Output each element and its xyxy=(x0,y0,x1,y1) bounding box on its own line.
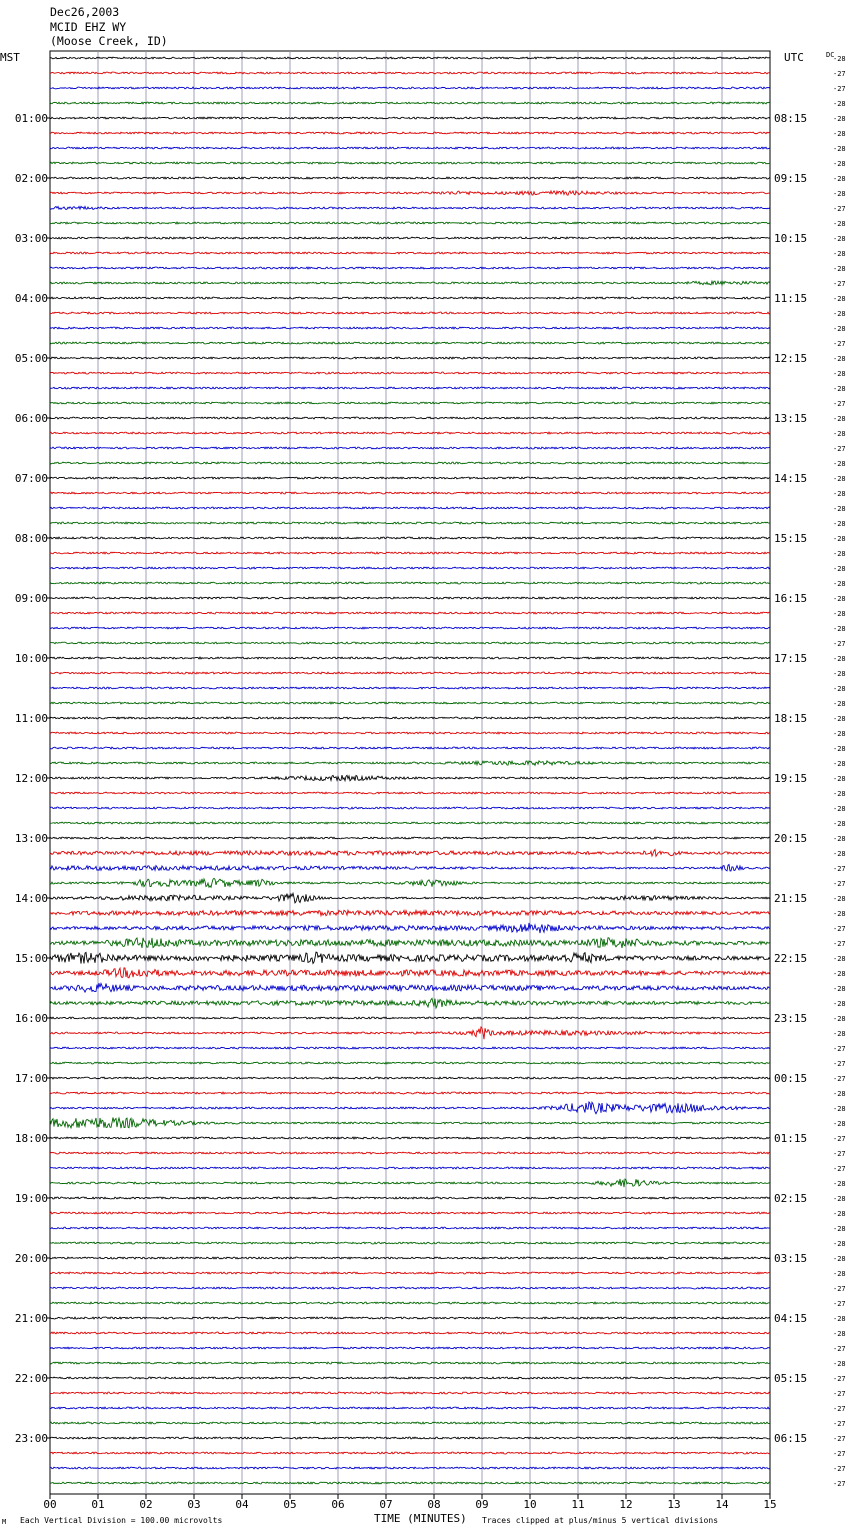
x-tick-label: 15 xyxy=(763,1498,777,1511)
dc-offset-label: -28 xyxy=(833,670,846,678)
utc-hour-label: 13:15 xyxy=(774,412,808,425)
trace-line xyxy=(50,1317,770,1319)
trace-line xyxy=(50,597,770,599)
dc-offset-label: -27 xyxy=(833,1345,846,1353)
dc-offset-label: -28 xyxy=(833,715,846,723)
mst-hour-label: 03:00 xyxy=(14,232,48,245)
x-tick-label: 02 xyxy=(139,1498,153,1511)
trace-line xyxy=(50,1287,770,1289)
x-tick-label: 12 xyxy=(619,1498,633,1511)
corner-mark: M xyxy=(2,1518,7,1526)
trace-line xyxy=(50,206,770,209)
dc-offset-label: -27 xyxy=(833,445,846,453)
x-tick-label: 13 xyxy=(667,1498,681,1511)
trace-line xyxy=(50,522,770,524)
dc-offset-label: -28 xyxy=(833,985,846,993)
trace-line xyxy=(50,717,770,719)
trace-line xyxy=(50,1179,770,1187)
station-label: MCID EHZ WY xyxy=(50,20,127,34)
mst-hour-label: 21:00 xyxy=(14,1312,48,1325)
trace-line xyxy=(50,702,770,704)
mst-hour-label: 01:00 xyxy=(14,112,48,125)
x-tick-label: 00 xyxy=(43,1498,57,1511)
trace-line xyxy=(50,552,770,554)
mst-hour-label: 10:00 xyxy=(14,652,48,665)
mst-hour-label: 11:00 xyxy=(14,712,48,725)
mst-hour-label: 18:00 xyxy=(14,1132,48,1145)
utc-hour-label: 15:15 xyxy=(774,532,808,545)
dc-offset-label: -27 xyxy=(833,1300,846,1308)
dc-offset-label: -28 xyxy=(833,130,846,138)
dc-offset-label: -28 xyxy=(833,505,846,513)
dc-offset-label: -28 xyxy=(833,460,846,468)
trace-line xyxy=(50,372,770,374)
dc-offset-label: -28 xyxy=(833,1120,846,1128)
dc-offset-label: -27 xyxy=(833,1045,846,1053)
utc-hour-label: 20:15 xyxy=(774,832,808,845)
dc-offset-label: -28 xyxy=(833,1315,846,1323)
dc-offset-label: -27 xyxy=(833,1480,846,1488)
dc-offset-label: -28 xyxy=(833,250,846,258)
trace-line xyxy=(50,327,770,329)
trace-line xyxy=(50,57,770,59)
trace-line xyxy=(50,1197,770,1199)
dc-offset-label: -28 xyxy=(833,895,846,903)
trace-line xyxy=(50,1452,770,1454)
trace-line xyxy=(50,432,770,434)
mst-hour-label: 02:00 xyxy=(14,172,48,185)
dc-offset-label: -28 xyxy=(833,370,846,378)
trace-line xyxy=(50,1242,770,1244)
utc-hour-label: 04:15 xyxy=(774,1312,808,1325)
dc-offset-label: -28 xyxy=(833,550,846,558)
trace-line xyxy=(50,923,770,933)
trace-line xyxy=(50,1017,770,1019)
scale-note: Each Vertical Division = 100.00 microvolts xyxy=(20,1516,223,1525)
dc-offset-label: -28 xyxy=(833,610,846,618)
trace-line xyxy=(50,1152,770,1154)
dc-offset-label: -28 xyxy=(833,55,846,63)
dc-label: DC xyxy=(826,51,835,59)
trace-line xyxy=(50,1437,770,1439)
trace-line xyxy=(50,1347,770,1349)
mst-hour-label: 23:00 xyxy=(14,1432,48,1445)
trace-line xyxy=(50,267,770,269)
dc-offset-label: -28 xyxy=(833,115,846,123)
mst-hour-label: 16:00 xyxy=(14,1012,48,1025)
trace-line xyxy=(50,1137,770,1139)
utc-hour-label: 03:15 xyxy=(774,1252,808,1265)
trace-line xyxy=(50,402,770,404)
dc-offset-label: -27 xyxy=(833,1075,846,1083)
trace-line xyxy=(50,357,770,359)
dc-offset-label: -27 xyxy=(833,1390,846,1398)
x-tick-label: 07 xyxy=(379,1498,393,1511)
trace-line xyxy=(50,657,770,659)
mst-hour-label: 09:00 xyxy=(14,592,48,605)
mst-hour-label: 06:00 xyxy=(14,412,48,425)
trace-line xyxy=(50,807,770,809)
dc-offset-label: -28 xyxy=(833,910,846,918)
dc-offset-label: -28 xyxy=(833,415,846,423)
trace-line xyxy=(50,910,770,915)
dc-offset-label: -27 xyxy=(833,865,846,873)
dc-offset-label: -28 xyxy=(833,1240,846,1248)
dc-offset-label: -28 xyxy=(833,325,846,333)
mst-hour-label: 20:00 xyxy=(14,1252,48,1265)
dc-offset-label: -28 xyxy=(833,535,846,543)
dc-offset-label: -28 xyxy=(833,760,846,768)
dc-offset-label: -28 xyxy=(833,1195,846,1203)
dc-offset-label: -27 xyxy=(833,1165,846,1173)
trace-line xyxy=(50,1467,770,1469)
dc-offset-label: -28 xyxy=(833,805,846,813)
dc-offset-label: -28 xyxy=(833,235,846,243)
trace-line xyxy=(50,1407,770,1409)
utc-hour-label: 17:15 xyxy=(774,652,808,665)
utc-hour-label: 05:15 xyxy=(774,1372,808,1385)
utc-hour-label: 08:15 xyxy=(774,112,808,125)
dc-offset-label: -28 xyxy=(833,970,846,978)
utc-hour-label: 23:15 xyxy=(774,1012,808,1025)
dc-offset-label: -27 xyxy=(833,640,846,648)
x-tick-label: 03 xyxy=(187,1498,201,1511)
mst-hour-label: 12:00 xyxy=(14,772,48,785)
dc-offset-label: -28 xyxy=(833,355,846,363)
dc-offset-label: -28 xyxy=(833,310,846,318)
trace-line xyxy=(50,1062,770,1064)
trace-line xyxy=(50,312,770,314)
dc-offset-label: -28 xyxy=(833,1015,846,1023)
trace-line xyxy=(50,177,770,179)
trace-line xyxy=(50,1257,770,1259)
trace-line xyxy=(50,1362,770,1364)
mst-hour-label: 17:00 xyxy=(14,1072,48,1085)
dc-offset-label: -28 xyxy=(833,595,846,603)
mst-hour-label: 07:00 xyxy=(14,472,48,485)
utc-hour-label: 10:15 xyxy=(774,232,808,245)
trace-line xyxy=(50,1027,770,1039)
dc-offset-label: -28 xyxy=(833,955,846,963)
trace-line xyxy=(50,761,770,766)
dc-offset-label: -27 xyxy=(833,925,846,933)
dc-offset-label: -28 xyxy=(833,1270,846,1278)
x-tick-label: 01 xyxy=(91,1498,105,1511)
trace-line xyxy=(50,492,770,494)
dc-offset-label: -28 xyxy=(833,580,846,588)
utc-hour-label: 22:15 xyxy=(774,952,808,965)
clip-note: Traces clipped at plus/minus 5 vertical divisions xyxy=(482,1516,719,1525)
mst-hour-label: 08:00 xyxy=(14,532,48,545)
trace-line xyxy=(50,822,770,824)
dc-offset-label: -28 xyxy=(833,745,846,753)
dc-offset-label: -27 xyxy=(833,880,846,888)
dc-offset-label: -28 xyxy=(833,790,846,798)
trace-line xyxy=(50,878,770,887)
mst-hour-label: 04:00 xyxy=(14,292,48,305)
x-tick-label: 08 xyxy=(427,1498,441,1511)
dc-offset-label: -28 xyxy=(833,1255,846,1263)
dc-offset-label: -28 xyxy=(833,820,846,828)
trace-line xyxy=(50,1332,770,1334)
dc-offset-label: -27 xyxy=(833,85,846,93)
trace-line xyxy=(50,537,770,539)
utc-hour-label: 12:15 xyxy=(774,352,808,365)
trace-line xyxy=(50,687,770,689)
dc-offset-label: -27 xyxy=(833,205,846,213)
trace-line xyxy=(50,417,770,419)
mst-hour-label: 22:00 xyxy=(14,1372,48,1385)
trace-line xyxy=(50,117,770,119)
dc-offset-label: -28 xyxy=(833,190,846,198)
mst-axis-label: MST xyxy=(0,51,20,64)
trace-line xyxy=(50,850,770,857)
dc-offset-label: -28 xyxy=(833,1000,846,1008)
trace-line xyxy=(50,1422,770,1424)
dc-offset-label: -28 xyxy=(833,265,846,273)
dc-offset-label: -28 xyxy=(833,1090,846,1098)
dc-offset-label: -27 xyxy=(833,1285,846,1293)
trace-line xyxy=(50,72,770,74)
trace-line xyxy=(50,1392,770,1394)
trace-line xyxy=(50,87,770,89)
x-tick-label: 04 xyxy=(235,1498,249,1511)
dc-offset-label: -28 xyxy=(833,430,846,438)
dc-offset-label: -28 xyxy=(833,220,846,228)
trace-line xyxy=(50,1092,770,1094)
utc-hour-label: 14:15 xyxy=(774,472,808,485)
trace-line xyxy=(50,952,770,964)
mst-hour-label: 13:00 xyxy=(14,832,48,845)
trace-line xyxy=(50,642,770,644)
dc-offset-label: -28 xyxy=(833,655,846,663)
x-tick-label: 14 xyxy=(715,1498,729,1511)
trace-line xyxy=(50,837,770,839)
x-tick-label: 05 xyxy=(283,1498,297,1511)
dc-offset-label: -27 xyxy=(833,1060,846,1068)
trace-line xyxy=(50,507,770,509)
dc-offset-label: -28 xyxy=(833,1105,846,1113)
dc-offset-label: -28 xyxy=(833,1030,846,1038)
mst-hour-label: 14:00 xyxy=(14,892,48,905)
utc-hour-label: 01:15 xyxy=(774,1132,808,1145)
trace-line xyxy=(50,222,770,224)
utc-hour-label: 18:15 xyxy=(774,712,808,725)
dc-offset-label: -28 xyxy=(833,475,846,483)
x-tick-label: 11 xyxy=(571,1498,585,1511)
dc-offset-label: -28 xyxy=(833,850,846,858)
utc-hour-label: 09:15 xyxy=(774,172,808,185)
trace-line xyxy=(50,732,770,734)
trace-line xyxy=(50,1482,770,1484)
trace-line xyxy=(50,1377,770,1379)
dc-offset-label: -27 xyxy=(833,340,846,348)
trace-line xyxy=(50,567,770,569)
dc-offset-label: -28 xyxy=(833,835,846,843)
dc-offset-label: -28 xyxy=(833,700,846,708)
trace-line xyxy=(50,627,770,629)
trace-line xyxy=(50,582,770,584)
dc-offset-label: -27 xyxy=(833,280,846,288)
trace-line xyxy=(50,1102,770,1114)
trace-line xyxy=(50,1227,770,1229)
dc-offset-label: -27 xyxy=(833,1420,846,1428)
dc-offset-label: -27 xyxy=(833,1450,846,1458)
trace-line xyxy=(50,747,770,749)
trace-line xyxy=(50,1167,770,1169)
dc-offset-label: -28 xyxy=(833,1360,846,1368)
x-tick-label: 06 xyxy=(331,1498,345,1511)
trace-line xyxy=(50,162,770,164)
trace-line xyxy=(50,281,770,285)
utc-hour-label: 02:15 xyxy=(774,1192,808,1205)
trace-line xyxy=(50,387,770,389)
dc-offset-label: -28 xyxy=(833,520,846,528)
trace-line xyxy=(50,447,770,449)
trace-line xyxy=(50,1077,770,1079)
dc-offset-label: -27 xyxy=(833,1150,846,1158)
location-label: (Moose Creek, ID) xyxy=(50,34,168,48)
dc-offset-label: -28 xyxy=(833,145,846,153)
dc-offset-label: -28 xyxy=(833,625,846,633)
utc-hour-label: 16:15 xyxy=(774,592,808,605)
trace-line xyxy=(50,1212,770,1214)
trace-line xyxy=(50,147,770,149)
dc-offset-label: -27 xyxy=(833,400,846,408)
dc-offset-label: -28 xyxy=(833,1330,846,1338)
dc-offset-label: -28 xyxy=(833,1210,846,1218)
dc-offset-label: -28 xyxy=(833,490,846,498)
trace-line xyxy=(50,297,770,299)
trace-line xyxy=(50,865,770,871)
dc-offset-label: -28 xyxy=(833,160,846,168)
dc-offset-label: -28 xyxy=(833,1225,846,1233)
utc-hour-label: 00:15 xyxy=(774,1072,808,1085)
trace-line xyxy=(50,1302,770,1304)
x-tick-label: 10 xyxy=(523,1498,537,1511)
utc-axis-label: UTC xyxy=(784,51,804,64)
trace-line xyxy=(50,102,770,104)
trace-line xyxy=(50,191,770,196)
dc-offset-label: -28 xyxy=(833,1180,846,1188)
utc-hour-label: 21:15 xyxy=(774,892,808,905)
trace-line xyxy=(50,477,770,479)
dc-offset-label: -28 xyxy=(833,100,846,108)
trace-line xyxy=(50,342,770,344)
utc-hour-label: 19:15 xyxy=(774,772,808,785)
dc-offset-label: -27 xyxy=(833,70,846,78)
utc-hour-label: 06:15 xyxy=(774,1432,808,1445)
dc-offset-label: -27 xyxy=(833,1375,846,1383)
date-label: Dec26,2003 xyxy=(50,5,120,19)
dc-offset-label: -27 xyxy=(833,1465,846,1473)
dc-offset-label: -27 xyxy=(833,1405,846,1413)
x-axis-label: TIME (MINUTES) xyxy=(374,1512,467,1525)
dc-offset-label: -27 xyxy=(833,1135,846,1143)
trace-line xyxy=(50,237,770,239)
dc-offset-label: -28 xyxy=(833,565,846,573)
dc-offset-label: -27 xyxy=(833,1435,846,1443)
dc-offset-label: -27 xyxy=(833,940,846,948)
trace-line xyxy=(50,968,770,978)
trace-line xyxy=(50,792,770,794)
dc-offset-label: -28 xyxy=(833,775,846,783)
mst-hour-label: 05:00 xyxy=(14,352,48,365)
trace-line xyxy=(50,938,770,948)
trace-line xyxy=(50,983,770,992)
trace-line xyxy=(50,893,770,903)
dc-offset-label: -28 xyxy=(833,385,846,393)
trace-line xyxy=(50,775,770,781)
mst-hour-label: 15:00 xyxy=(14,952,48,965)
x-tick-label: 09 xyxy=(475,1498,489,1511)
dc-offset-label: -28 xyxy=(833,295,846,303)
dc-offset-label: -28 xyxy=(833,685,846,693)
trace-line xyxy=(50,612,770,614)
trace-line xyxy=(50,1272,770,1274)
trace-line xyxy=(50,252,770,254)
trace-line xyxy=(50,1118,770,1129)
dc-offset-label: -28 xyxy=(833,175,846,183)
utc-hour-label: 11:15 xyxy=(774,292,808,305)
mst-hour-label: 19:00 xyxy=(14,1192,48,1205)
trace-line xyxy=(50,998,770,1008)
trace-line xyxy=(50,132,770,134)
trace-line xyxy=(50,1047,770,1049)
trace-line xyxy=(50,462,770,464)
dc-offset-label: -28 xyxy=(833,730,846,738)
trace-line xyxy=(50,672,770,674)
